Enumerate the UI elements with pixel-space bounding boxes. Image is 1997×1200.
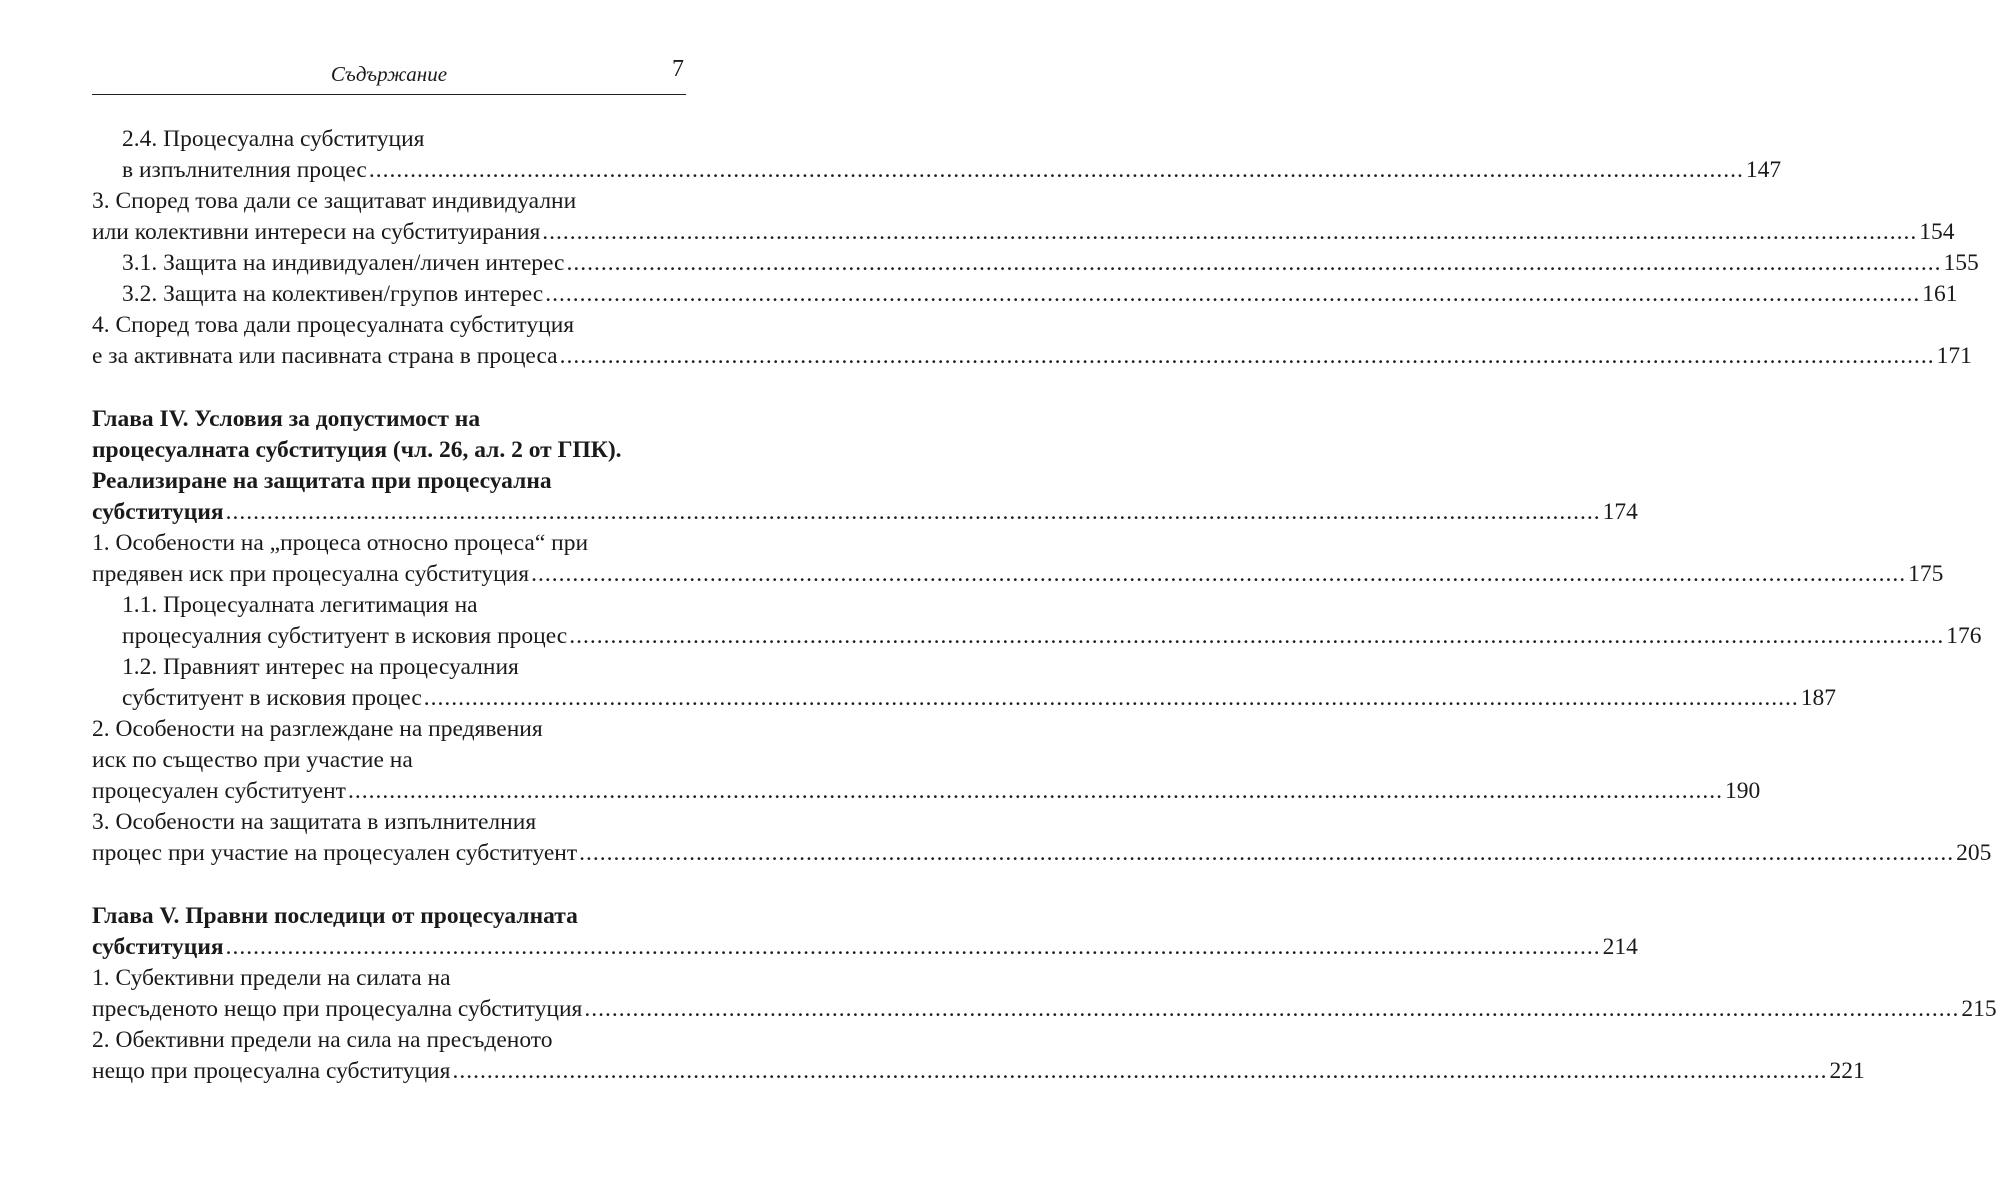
toc-page-number: 221 [1829,1058,1865,1084]
toc-line [92,559,1944,590]
toc-line [92,310,686,341]
toc-line [92,248,1979,279]
toc-entry-text: процесуалния субституент в исковия процес [122,623,568,649]
chapter-heading [92,435,686,466]
running-title: Съдържание [330,62,448,86]
toc-line [92,155,1782,186]
toc-line [92,590,686,621]
dot-leader: ........................................................................................................................................................................................................ [542,219,1918,245]
toc-line [92,217,1955,248]
toc-page-number: 190 [1724,778,1761,804]
toc-entry-text: пресъденото нещо при процесуална субституция [92,996,583,1022]
toc-entry-text: иск по същество при участие на [92,747,413,773]
toc-line [92,341,1972,372]
toc-line [92,838,1992,869]
toc-line [92,807,686,838]
toc-entry-text: 4. Според това дали процесуалната субституция [92,312,575,338]
dot-leader: ........................................................................................................................................................................................................ [225,499,1601,525]
toc-entry-text: 1. Субективни предели на силата на [92,965,451,991]
dot-leader: ........................................................................................................................................................................................................ [531,561,1907,587]
toc-entry-text: 3.2. Защита на колективен/групов интерес [122,281,544,307]
chapter-heading [92,404,686,435]
toc-page-number: 187 [1800,685,1837,711]
dot-leader: ........................................................................................................................................................................................................ [225,934,1601,960]
toc-line [92,994,1997,1025]
toc-entry-text: в изпълнителния процес [122,157,367,183]
toc-line [92,186,686,217]
toc-page-number: 154 [1919,219,1955,245]
toc-entry-text: 1.1. Процесуалната легитимация на [122,592,478,618]
toc-entry-text: 2. Обективни предели на сила на пресъденото [92,1027,553,1053]
toc-entry-text: 1. Особености на „процеса относно процеса“ при [92,530,589,556]
toc-entry-text: 3.1. Защита на индивидуален/личен интерес [122,250,565,276]
toc-entry-text: 1.2. Правният интерес на процесуалния [122,654,519,680]
toc-line [92,621,1982,652]
toc-line [92,745,686,776]
toc-entry-text: Глава V. Правни последици от процесуалната [92,903,578,929]
toc-line [92,279,1958,310]
toc-entry-text: процес при участие на процесуален субституент [92,840,578,866]
toc-entry-text: 3. Особености на защитата в изпълнителния [92,809,537,835]
toc-page-number: 175 [1908,561,1944,587]
chapter-heading [92,901,686,932]
toc-entry-text: или колективни интереси на субституирания [92,219,541,245]
toc-entry-text: процесуален субституент [92,778,346,804]
toc-page-number: 205 [1956,840,1992,866]
toc-entry-text: предявен иск при процесуална субституция [92,561,530,587]
toc-entry-text: 3. Според това дали се защитават индивидуални [92,188,577,214]
toc-page-number: 174 [1602,499,1638,525]
toc-line [92,1025,686,1056]
toc-entry-text: нещо при процесуална субституция [92,1058,451,1084]
toc-entry-text: е за активната или пасивната страна в процеса [92,343,558,369]
toc-page-number: 214 [1602,934,1638,960]
toc-line [92,1056,1865,1087]
dot-leader: ........................................................................................................................................................................................................ [579,840,1955,866]
chapter-heading [92,466,686,497]
toc-page-number: 215 [1961,996,1997,1022]
toc-page-number: 171 [1936,343,1972,369]
toc-entry-text: субституция [92,934,224,960]
toc-page-number: 147 [1745,157,1782,183]
toc-entry-text: процесуалната субституция (чл. 26, ал. 2 от ГПК). [92,437,622,463]
toc-line [92,963,686,994]
toc-line [92,714,686,745]
table-of-contents [92,124,1997,1087]
toc-entry-text: субституент в исковия процес [122,685,422,711]
toc-page-number: 176 [1946,623,1982,649]
toc-page-number: 161 [1922,281,1958,307]
toc-line [92,683,1837,714]
dot-leader: ........................................................................................................................................................................................................ [566,250,1942,276]
dot-leader: ........................................................................................................................................................................................................ [347,778,1723,804]
toc-entry-text: субституция [92,499,224,525]
dot-leader: ........................................................................................................................................................................................................ [545,281,1921,307]
toc-entry-text: Реализиране на защитата при процесуална [92,468,552,494]
toc-line [92,776,1761,807]
toc-page-number: 155 [1943,250,1979,276]
dot-leader: ........................................................................................................................................................................................................ [584,996,1960,1022]
chapter-heading [92,932,1638,963]
toc-entry-text: 2.4. Процесуална субституция [122,126,425,152]
dot-leader: ........................................................................................................................................................................................................ [452,1058,1828,1084]
running-header [92,58,686,95]
dot-leader: ........................................................................................................................................................................................................ [368,157,1744,183]
toc-line [92,124,686,155]
toc-line [92,652,686,683]
dot-leader: ........................................................................................................................................................................................................ [559,343,1935,369]
dot-leader: ........................................................................................................................................................................................................ [569,623,1945,649]
page-number: 7 [672,56,684,82]
chapter-heading [92,497,1638,528]
dot-leader: ........................................................................................................................................................................................................ [423,685,1799,711]
toc-line [92,528,686,559]
toc-entry-text: Глава IV. Условия за допустимост на [92,406,481,432]
toc-entry-text: 2. Особености на разглеждане на предявения [92,716,543,742]
